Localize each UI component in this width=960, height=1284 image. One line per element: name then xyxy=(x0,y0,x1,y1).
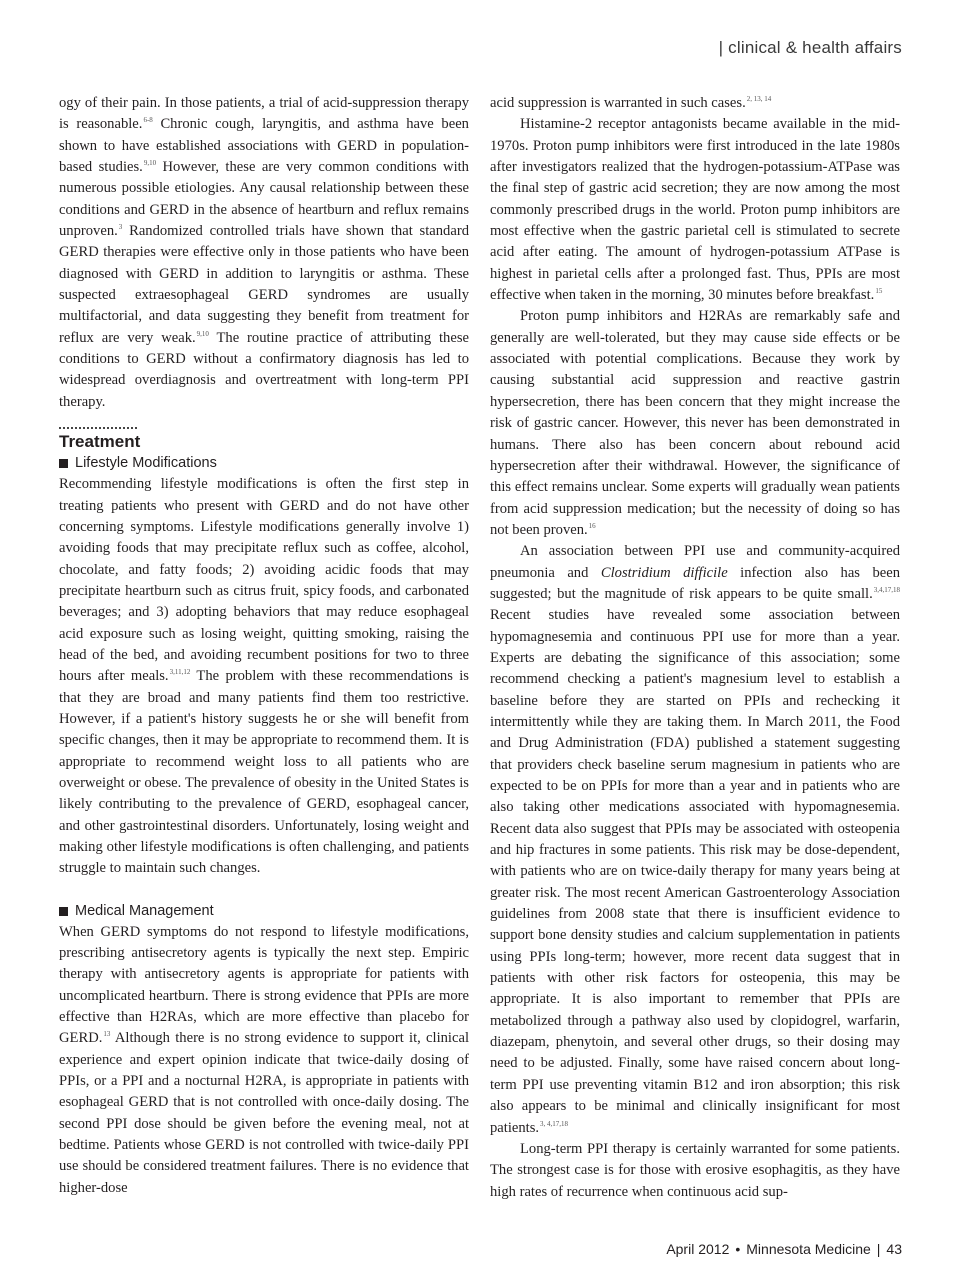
section-divider xyxy=(59,427,137,429)
section-heading-treatment: Treatment xyxy=(59,432,141,452)
paragraph: Histamine-2 receptor antagonists became available in the mid-1970s. Proton pump inhibitors were first introduced in the late 1980s after investigators realized that the hydrogen-potassium-ATPase was the final step of gastric acid secretion; they are now among the most commonly prescribed drugs in the world. Proton pump inhibitors are most effective when the gastric parietal cell is stimulated to secrete acid after eating. The amount of hydrogen-potassium ATPase is highest in parietal cells after a prolonged fast. Thus, PPIs are most effective when taken in the morning, 30 minutes before breakfast.$^{15}$ xyxy=(490,116,900,304)
citation: 9,10 xyxy=(143,159,157,168)
left-column xyxy=(59,93,469,1199)
paragraph: Long-term PPI therapy is certainly warranted for some patients. The strongest case is for those with erosive esophagitis, as they have high rates of recurrence when continuous acid sup- xyxy=(490,1140,900,1200)
citation: 9,10 xyxy=(196,329,209,338)
square-bullet-icon xyxy=(59,459,68,468)
paragraph: An association between PPI use and community-acquired pneumonia and Clostridium difficile infection also has been suggested; but the magnitude of risk appears to be quite small.$^{3,4,17,18}$ Recent studies have revealed some association between hypomagnesemia and continuous PPI use for more than a year. Experts are debating the significance of this association; some recommend checking a patient's magnesium level to establish a baseline before they are started on PPIs and rechecking it intermittently while they are taking them. In March 2011, the Food and Drug Administration (FDA) published a statement suggesting that providers check baseline serum magnesium in patients who are expected to be on PPIs for more than a year and in patients who are also taking other medications associated with hypomagnesemia. Recent data also suggest that PPIs may be associated with osteopenia and hip fractures in some patients. This risk may be dose-dependent, with patients who are on twice-daily therapy for many years being at greater risk. The most recent American Gastroenterology Association guidelines from 2008 state that there is insufficient evidence to support bone density studies and calcium supplementation in patients using PPIs long-term; however, more recent data suggest that in patients with other risk factors for osteopenia, this may be appropriate. It is also important to remember that PPIs are metabolized through a pathway also used by clopidogrel, warfarin, diazepam, phenytoin, and several other drugs, so their dosing may need to be adjusted. Finally, some have raised concern about long-term PPI use preventing vitamin B12 and iron absorption; this risk also appears to be minimal and clinically insignificant for most patients.$^{3, 4,17,18}$ xyxy=(490,543,901,1136)
citation: 6-8 xyxy=(143,116,153,125)
paragraph: ogy of their pain. In those patients, a trial of acid-suppression therapy is reasonable.$^{6-8}$ Chronic cough, laryngitis, and asthma have been shown to have established associations with GERD in population-based studies.$^{9,10}$ However, these are very common conditions with numerous possible etiologies. Any causal relationship between these conditions and GERD in the absence of heartburn and reflux remains unproven.$^3$ Randomized controlled trials have shown that standard GERD therapies were effective only in those patients who have been diagnosed with GERD in addition to laryngitis or asthma. These suspected extraesophageal GERD syndromes are usually multifactorial, and data suggesting they benefit from treatment for reflux are very weak.$^{9,10}$ The routine practice of attributing these conditions to GERD without a confirmatory diagnosis has led to widespread overdiagnosis and overtreatment with long-term PPI therapy. xyxy=(59,95,469,410)
right-column xyxy=(490,93,900,1203)
page-number: 43 xyxy=(886,1241,902,1257)
issue-date: April 2012 xyxy=(666,1241,730,1257)
citation: 3,4,17,18 xyxy=(873,585,900,594)
citation: 2, 13, 14 xyxy=(746,95,772,103)
paragraph: acid suppression is warranted in such cases.$^{2, 13, 14}$ xyxy=(490,95,772,111)
paragraph: Proton pump inhibitors and H2RAs are remarkably safe and generally are well-tolerated, but they may cause side effects or be associated with potential complications. Because they work by causing substantial acid suppression and reactive gastrin hypersecretion, there has been concern that they might increase the risk of gastric cancer. However, this never has been demonstrated in humans. There also has been concern about rebound acid hypersecretion after their withdrawal. However, the significance of this effect remains unclear. Some experts will gradually wean patients from acid suppression medication; but the necessity of doing so has not been proven.$^{16}$ xyxy=(490,308,900,538)
page-footer: April 2012 • Minnesota Medicine | 43 xyxy=(666,1241,902,1257)
citation: 13 xyxy=(103,1030,111,1039)
citation: 16 xyxy=(588,521,596,530)
citation: 3,11,12 xyxy=(169,668,191,677)
italic-term: Clostridium difficile xyxy=(600,564,728,581)
paragraph: When GERD symptoms do not respond to lifestyle modifications, prescribing antisecretory agents is typically the next step. Empiric therapy with antisecretory agents is appropriate for patients with uncomplicated heartburn. There is strong evidence that PPIs are more effective than H2RAs, which are more effective than placebo for GERD.$^{13}$ Although there is no strong evidence to support it, clinical experience and expert opinion indicate that twice-daily dosing of PPIs, or a PPI and a nocturnal H2RA, is appropriate in patients with esophageal GERD that is not controlled with once-daily dosing. The second PPI dose should be given before the evening meal, not at bedtime. Patients whose GERD is not controlled with twice-daily PPI use should be considered treatment failures. There is no evidence that higher-dose xyxy=(59,923,469,1196)
citation: 3 xyxy=(118,223,123,232)
citation: 3, 4,17,18 xyxy=(540,1119,569,1128)
subheading-medical-management: Medical Management xyxy=(59,901,469,922)
running-header: | clinical & health affairs xyxy=(718,38,902,57)
subheading-lifestyle: Lifestyle Modifications xyxy=(59,453,469,474)
square-bullet-icon xyxy=(59,907,68,916)
citation: 15 xyxy=(875,287,883,296)
journal-name: Minnesota Medicine xyxy=(746,1241,871,1257)
paragraph: Recommending lifestyle modifications is often the first step in treating patients who present with GERD and do not have other concerning symptoms. Lifestyle modifications generally involve 1) avoiding foods that may precipitate reflux such as coffee, alcohol, chocolate, and fatty foods; 2) avoiding acidic foods that may precipitate heartburn such as citrus fruit, spicy foods, and carbonated beverages; and 3) adopting behaviors that may reduce esophageal acid exposure such as losing weight, quitting smoking, raising the head of the bed, and avoiding recumbent positions for two to three hours after meals.$^{3,11,12}$ The problem with these recommendations is that they are broad and many patients find them too restrictive. However, if a patient's history suggests he or she will benefit from specific changes, then it may be appropriate to recommend them. It is appropriate to recommend weight loss to all patients who are overweight or obese. The prevalence of obesity in the United States is likely contributing to the prevalence of GERD, esophageal cancer, and other gastrointestinal disorders. Unfortunately, losing weight and making other lifestyle modifications is often challenging, and patients struggle to maintain such changes. xyxy=(59,476,469,877)
